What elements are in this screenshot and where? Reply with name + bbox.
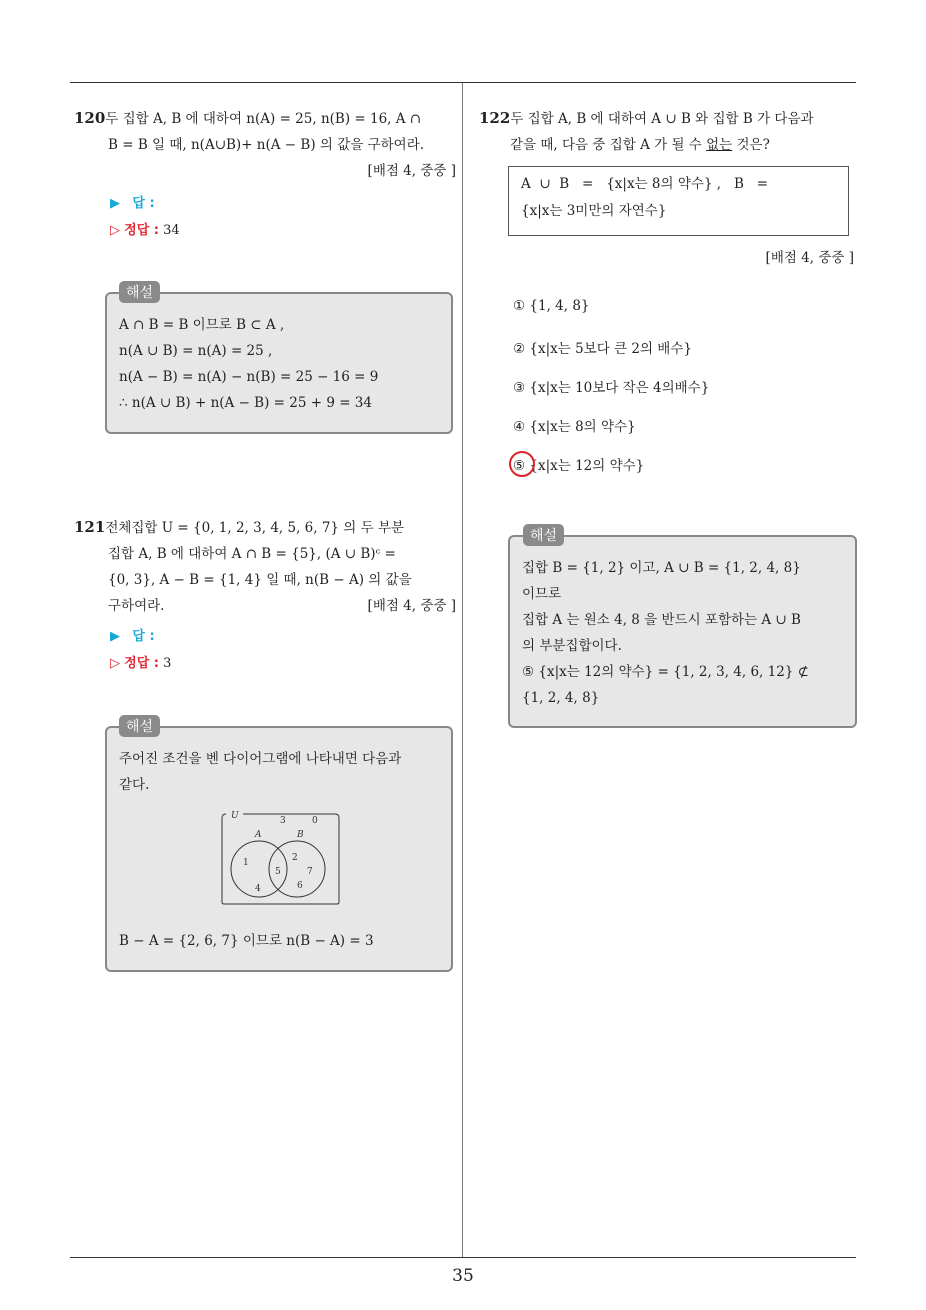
venn-value: 3 [280, 816, 286, 826]
venn-label-b: B [297, 830, 304, 840]
question-120-meta: [배점 4, 중중 ] [367, 163, 456, 179]
question-number: 122 [479, 109, 511, 127]
venn-value: 4 [255, 884, 261, 894]
question-number: 121 [74, 518, 106, 536]
question-121-meta: [배점 4, 중중 ] [367, 598, 456, 614]
venn-value: 0 [312, 816, 318, 826]
venn-value: 1 [243, 858, 249, 868]
option-2[interactable]: ② {x|x는 5보다 큰 2의 배수} [513, 341, 692, 357]
venn-value: 2 [292, 853, 298, 863]
explanation-tag: 해설 [119, 281, 160, 303]
option-3[interactable]: ③ {x|x는 10보다 작은 4의배수} [513, 380, 710, 396]
question-122: 122두 집합 A, B 에 대하여 A ∪ B 와 집합 B 가 다음과 같을 때, 다음 중 집합 A 가 될 수 없는 것은? [479, 105, 859, 158]
venn-value: 7 [307, 867, 313, 877]
explanation-box-120 [105, 292, 453, 434]
explanation-box-121: 주어진 조건을 벤 다이어그램에 나타내면 다음과 같다. U A B 3 0 1 4 5 2 7 6 B − A = {2, 6, 7} 이므로 n(B − A) = 3 [105, 726, 453, 972]
page-number: 35 [452, 1266, 474, 1286]
selected-answer-circle-icon [509, 451, 535, 477]
venn-value: 6 [297, 881, 303, 891]
venn-label-a: A [255, 830, 262, 840]
option-4[interactable]: ④ {x|x는 8의 약수} [513, 419, 636, 435]
answer-120: ▶ 답 : [110, 196, 155, 211]
correct-121: ▷ 정답 : 3 [110, 656, 172, 671]
question-122-line1: 122두 집합 A, B 에 대하여 A ∪ B 와 집합 B 가 다음과 [479, 109, 814, 127]
venn-value: 5 [275, 867, 281, 877]
top-rule [70, 82, 856, 83]
condition-box: A ∪ B = {x|x는 8의 약수} , B = {x|x는 3미만의 자연수} [508, 166, 849, 236]
explain-line: n(A − B) = n(A) − n(B) = 25 − 16 = 9 [119, 369, 379, 385]
option-5[interactable]: ⑤ {x|x는 12의 약수} [513, 458, 645, 474]
question-122-meta: [배점 4, 중중 ] [765, 250, 854, 266]
play-icon: ▶ [110, 629, 120, 644]
question-121: 121전체집합 U = {0, 1, 2, 3, 4, 5, 6, 7} 의 두 부분 집합 A, B 에 대하여 A ∩ B = {5}, (A ∪ B)ᶜ = {0, 3}, A − B = {1, 4} 일 때, n(B − A) 의 값을 구하여라. [배점 4, 중중 ] [74, 514, 456, 619]
outline-triangle-icon: ▷ [110, 223, 120, 238]
answer-121: ▶ 답 : [110, 629, 155, 644]
venn-label-u: U [231, 811, 239, 821]
outline-triangle-icon: ▷ [110, 656, 120, 671]
question-120-line1: 120두 집합 A, B 에 대하여 n(A) = 25, n(B) = 16, A ∩ [74, 109, 422, 127]
question-number: 120 [74, 109, 106, 127]
question-121-line1: 121전체집합 U = {0, 1, 2, 3, 4, 5, 6, 7} 의 두 부분 [74, 518, 405, 536]
column-divider [462, 83, 463, 1257]
explanation-box-122: 집합 B = {1, 2} 이고, A ∪ B = {1, 2, 4, 8} 이므로 집합 A 는 원소 4, 8 을 반드시 포함하는 A ∪ B 의 부분집합이다. ⑤ {x|x는 12의 약수} = {1, 2, 3, 4, 6, 12} ⊄ {1, 2, 4, 8} [508, 535, 857, 728]
explain-line: n(A ∪ B) = n(A) = 25 , [119, 343, 273, 359]
explain-line: A ∩ B = B 이므로 B ⊂ A , [119, 317, 285, 333]
correct-120: ▷ 정답 : 34 [110, 223, 180, 238]
play-icon: ▶ [110, 196, 120, 211]
question-120 [74, 105, 456, 184]
bottom-rule [70, 1257, 856, 1258]
option-1[interactable]: ① {1, 4, 8} [513, 298, 590, 314]
explanation-tag: 해설 [523, 524, 564, 546]
venn-diagram [219, 810, 349, 910]
question-120-line2: B = B 일 때, n(A∪B)+ n(A − B) 의 값을 구하여라. [108, 137, 425, 153]
explain-line: ∴ n(A ∪ B) + n(A − B) = 25 + 9 = 34 [119, 395, 372, 411]
explanation-tag: 해설 [119, 715, 160, 737]
